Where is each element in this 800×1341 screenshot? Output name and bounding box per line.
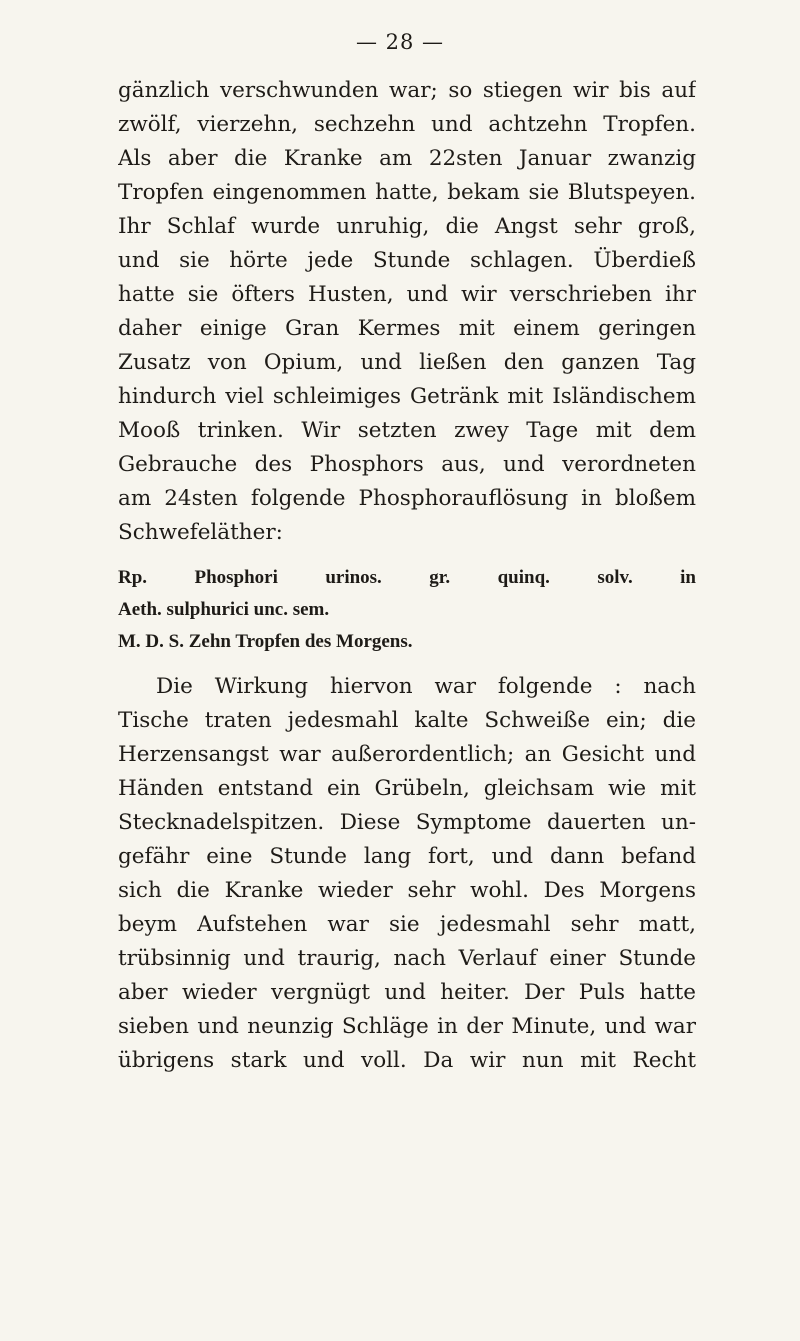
text-line: übrigens stark und voll. Da wir nun mit Recht [118,1048,696,1073]
text-line: Die Wirkung hiervon war folgende : nach [156,674,696,699]
text-line: sieben und neunzig Schläge in der Minute, und war [118,1014,696,1039]
text-line: gänzlich verschwunden war; so stiegen wir bis auf [118,78,696,103]
text-line: aber wieder vergnügt und heiter. Der Puls hatte [118,980,696,1005]
text-line: sich die Kranke wieder sehr wohl. Des Morgens [118,878,696,903]
paragraph-1 [118,74,696,550]
text-line: hatte sie öfters Husten, und wir verschrieben ihr [118,282,696,307]
text-line: Tische traten jedesmahl kalte Schweiße ein; die [118,708,696,733]
paragraph-2 [118,670,696,1078]
text-line: Schwefeläther: [118,520,283,545]
text-line: beym Aufstehen war sie jedesmahl sehr matt, [118,912,696,937]
prescription-line: Aeth. sulphurici unc. sem. [118,599,330,620]
text-line: gefähr eine Stunde lang fort, und dann befand [118,844,696,869]
text-line: Stecknadelspitzen. Diese Symptome dauerten un- [118,810,696,835]
text-line: zwölf, vierzehn, sechzehn und achtzehn Tropfen. [118,112,696,137]
prescription-line: M. D. S. Zehn Tropfen des Morgens. [118,631,413,652]
text-line: Ihr Schlaf wurde unruhig, die Angst sehr groß, [118,214,696,239]
text-line: Händen entstand ein Grübeln, gleichsam wie mit [118,776,696,801]
text-line: Mooß trinken. Wir setzten zwey Tage mit dem [118,418,696,443]
text-line: Tropfen eingenommen hatte, bekam sie Blutspeyen. [118,180,696,205]
prescription-line: Rp. Phosphori urinos. gr. quinq. solv. in [118,567,696,588]
text-line: Zusatz von Opium, und ließen den ganzen Tag [118,350,696,375]
text-line: trübsinnig und traurig, nach Verlauf einer Stunde [118,946,696,971]
prescription [118,562,696,658]
text-line: am 24sten folgende Phosphorauflösung in bloßem [118,486,696,511]
text-line: Als aber die Kranke am 22sten Januar zwanzig [118,146,696,171]
text-line: Herzensangst war außerordentlich; an Gesicht und [118,742,696,767]
text-line: hindurch viel schleimiges Getränk mit Isländischem [118,384,696,409]
text-line: daher einige Gran Kermes mit einem geringen [118,316,696,341]
page-number: — 28 — [355,30,445,54]
text-line: und sie hörte jede Stunde schlagen. Überdieß [118,248,696,273]
text-line: Gebrauche des Phosphors aus, und verordneten [118,452,696,477]
